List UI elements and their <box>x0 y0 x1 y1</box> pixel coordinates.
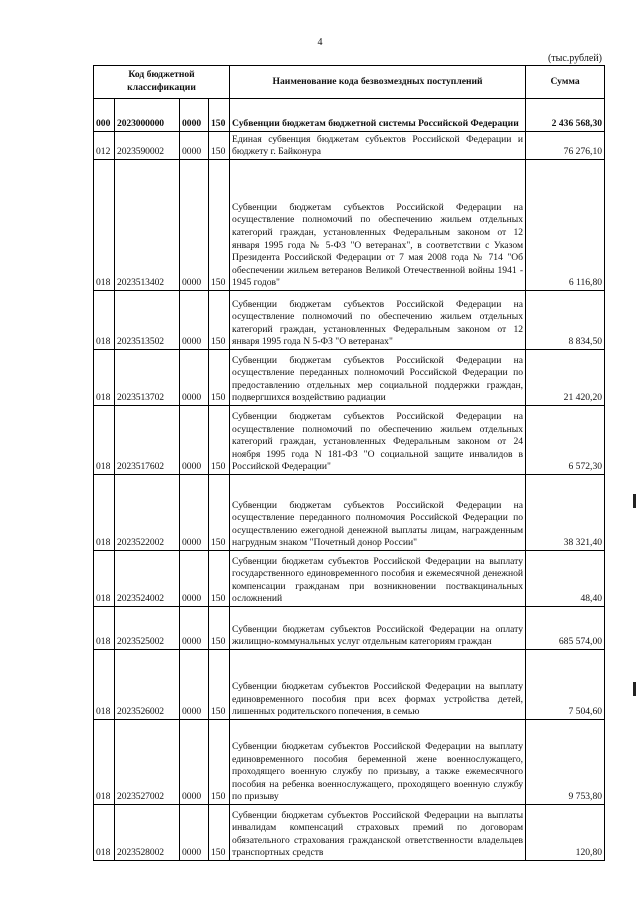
income-name: Субвенции бюджетам субъектов Российской Федерации на выплату государственного единовременного пособия и ежемесячной денежной компенсации гражданам при возникновении поствакцинальных осложнений <box>230 551 526 607</box>
income-name: Субвенции бюджетам субъектов Российской Федерации на выплаты инвалидам компенсаций страховых премий по договорам обязательного страхования гражданской ответственности владельцев транспортных средств <box>230 805 526 861</box>
kosgu-code: 150 <box>209 406 230 475</box>
admin-code: 012 <box>94 132 115 160</box>
page-number: 4 <box>317 37 323 48</box>
income-sum: 685 574,00 <box>526 607 605 650</box>
table-row <box>94 350 605 406</box>
sub-code: 0000 <box>180 551 209 607</box>
sub-code: 0000 <box>180 650 209 720</box>
kosgu-code: 150 <box>209 132 230 160</box>
units-label: (тыс.рублей) <box>547 53 602 64</box>
income-sum: 6 572,30 <box>526 406 605 475</box>
kosgu-code: 150 <box>209 720 230 805</box>
admin-code: 018 <box>94 475 115 551</box>
kosgu-code: 150 <box>209 160 230 291</box>
kosgu-code: 150 <box>209 291 230 350</box>
income-sum: 8 834,50 <box>526 291 605 350</box>
kosgu-code: 150 <box>209 350 230 406</box>
admin-code: 018 <box>94 607 115 650</box>
kosgu-code: 150 <box>209 650 230 720</box>
budget-table <box>93 65 605 861</box>
income-sum: 7 504,60 <box>526 650 605 720</box>
admin-code: 018 <box>94 160 115 291</box>
admin-code: 000 <box>94 99 115 132</box>
kosgu-code: 150 <box>209 475 230 551</box>
sub-code: 0000 <box>180 99 209 132</box>
income-name: Единая субвенция бюджетам субъектов Российской Федерации и бюджету г. Байконура <box>230 132 526 160</box>
budget-code: 2023517602 <box>115 406 180 475</box>
table-row <box>94 132 605 160</box>
table-header-row <box>94 66 605 99</box>
sub-code: 0000 <box>180 607 209 650</box>
table-row <box>94 551 605 607</box>
budget-code: 2023528002 <box>115 805 180 861</box>
table-row <box>94 805 605 861</box>
sub-code: 0000 <box>180 406 209 475</box>
income-name: Субвенции бюджетам субъектов Российской Федерации на осуществление полномочий по обеспечению жильем отдельных категорий граждан, установленных Федеральным законом от 24 ноября 1995 года N 181-ФЗ "О социальной защите инвалидов в Российской Федерации" <box>230 406 526 475</box>
income-name: Субвенции бюджетам субъектов Российской Федерации на осуществление переданного полномочия Российской Федерации по осуществлению ежегодной денежной выплаты лицам, награжденным нагрудным знаком "Почетный донор России" <box>230 475 526 551</box>
budget-code: 2023527002 <box>115 720 180 805</box>
admin-code: 018 <box>94 291 115 350</box>
budget-code: 2023590002 <box>115 132 180 160</box>
income-sum: 120,80 <box>526 805 605 861</box>
income-name: Субвенции бюджетам субъектов Российской Федерации на осуществление переданных полномочий Российской Федерации по предоставлению отдельных мер социальной поддержки граждан, подвергшихся воздействию радиации <box>230 350 526 406</box>
admin-code: 018 <box>94 805 115 861</box>
income-name: Субвенции бюджетам субъектов Российской Федерации на оплату жилищно-коммунальных услуг отдельным категориям граждан <box>230 607 526 650</box>
admin-code: 018 <box>94 350 115 406</box>
income-sum: 2 436 568,30 <box>526 99 605 132</box>
table-row <box>94 291 605 350</box>
header-name: Наименование кода безвозмездных поступлений <box>230 66 526 99</box>
sub-code: 0000 <box>180 805 209 861</box>
income-sum: 76 276,10 <box>526 132 605 160</box>
table-row <box>94 160 605 291</box>
income-sum: 38 321,40 <box>526 475 605 551</box>
sub-code: 0000 <box>180 160 209 291</box>
admin-code: 018 <box>94 720 115 805</box>
kosgu-code: 150 <box>209 805 230 861</box>
income-sum: 9 753,80 <box>526 720 605 805</box>
budget-code: 2023513402 <box>115 160 180 291</box>
margin-mark <box>633 494 636 508</box>
income-sum: 6 116,80 <box>526 160 605 291</box>
table-row <box>94 406 605 475</box>
income-name: Субвенции бюджетам субъектов Российской Федерации на осуществление полномочий по обеспечению жильем отдельных категорий граждан, установленных Федеральным законом от 12 января 1995 года № 5-ФЗ "О ветеранах", в соответствии с Указом Президента Российской Федерации от 7 мая 2008 года № 714 "Об обеспечении жильем ветеранов Великой Отечественной войны 1941 - 1945 годов" <box>230 160 526 291</box>
header-sum: Сумма <box>526 66 605 99</box>
budget-code: 2023000000 <box>115 99 180 132</box>
income-sum: 21 420,20 <box>526 350 605 406</box>
table-row <box>94 607 605 650</box>
sub-code: 0000 <box>180 475 209 551</box>
sub-code: 0000 <box>180 291 209 350</box>
table-row <box>94 475 605 551</box>
admin-code: 018 <box>94 650 115 720</box>
table-body <box>94 99 605 861</box>
kosgu-code: 150 <box>209 99 230 132</box>
income-name: Субвенции бюджетам бюджетной системы Российской Федерации <box>230 99 526 132</box>
income-name: Субвенции бюджетам субъектов Российской Федерации на осуществление полномочий по обеспечению жильем отдельных категорий граждан, установленных Федеральным законом от 12 января 1995 года N 5-ФЗ "О ветеранах" <box>230 291 526 350</box>
margin-mark <box>633 682 636 696</box>
sub-code: 0000 <box>180 720 209 805</box>
budget-code: 2023522002 <box>115 475 180 551</box>
income-sum: 48,40 <box>526 551 605 607</box>
budget-code: 2023513702 <box>115 350 180 406</box>
sub-code: 0000 <box>180 350 209 406</box>
kosgu-code: 150 <box>209 607 230 650</box>
income-name: Субвенции бюджетам субъектов Российской Федерации на выплату единовременного пособия беременной жене военнослужащего, проходящего военную службу по призыву, а также ежемесячного пособия на ребенка военнослужащего, проходящего военную службу по призыву <box>230 720 526 805</box>
budget-code: 2023526002 <box>115 650 180 720</box>
income-name: Субвенции бюджетам субъектов Российской Федерации на выплату единовременного пособия при всех формах устройства детей, лишенных родительского попечения, в семью <box>230 650 526 720</box>
table-row <box>94 720 605 805</box>
admin-code: 018 <box>94 551 115 607</box>
budget-code: 2023524002 <box>115 551 180 607</box>
table-row <box>94 99 605 132</box>
header-code: Код бюджетной классификации <box>94 66 230 99</box>
kosgu-code: 150 <box>209 551 230 607</box>
admin-code: 018 <box>94 406 115 475</box>
sub-code: 0000 <box>180 132 209 160</box>
table-row <box>94 650 605 720</box>
budget-code: 2023513502 <box>115 291 180 350</box>
budget-code: 2023525002 <box>115 607 180 650</box>
